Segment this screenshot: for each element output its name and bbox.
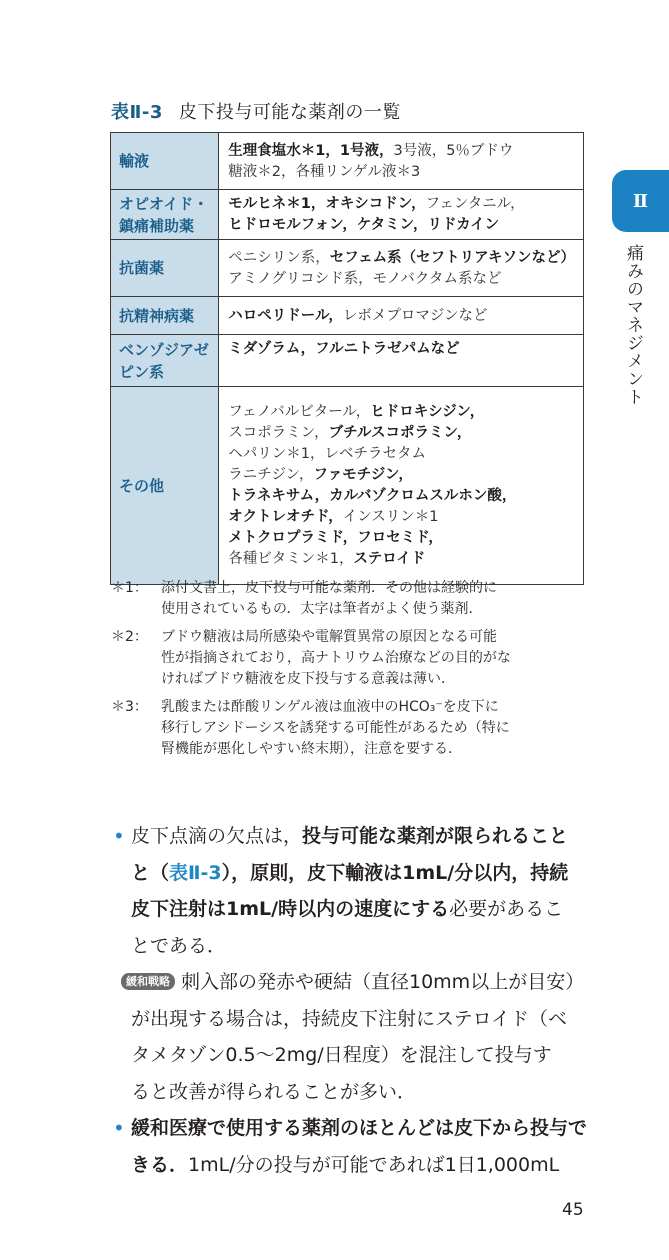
drug-item: オキシコドン， xyxy=(325,196,426,212)
text-run: 皮下点滴の欠点は， xyxy=(131,825,303,847)
category-cell: 抗精神病薬 xyxy=(111,297,219,335)
drug-item: セフェム系（セフトリアキソンなど） xyxy=(329,249,575,266)
items-line xyxy=(228,549,575,570)
items-line xyxy=(228,423,575,444)
text-line: タメタゾン0.5〜2mg/日程度）を混注して投与す xyxy=(131,1044,552,1066)
bullet-icon: • xyxy=(113,1116,125,1140)
items-line xyxy=(228,507,575,528)
note-line: 添付文書上，皮下投与可能な薬剤．その他は経験的に xyxy=(161,580,497,596)
drug-item: ファモチジン， xyxy=(313,467,413,483)
drug-item: 1号液， xyxy=(339,142,394,159)
items-line xyxy=(228,306,575,327)
items-cell xyxy=(219,133,584,190)
items-line xyxy=(228,162,575,183)
chapter-label: 痛みのマネジメント xyxy=(623,244,643,406)
emphasis-text: きる． xyxy=(131,1153,189,1176)
items-line xyxy=(228,141,575,162)
note-line: 腎機能が悪化しやすい終末期），注意を要する． xyxy=(161,741,462,757)
items-line xyxy=(228,402,575,423)
items-line xyxy=(228,528,575,549)
items-cell xyxy=(219,297,584,335)
emphasis-text: 投与可能な薬剤が限られること xyxy=(302,825,569,847)
items-line xyxy=(228,444,575,465)
paragraph-3 xyxy=(111,1110,591,1183)
category-cell: 輸液 xyxy=(111,133,219,190)
emphasis-text: と（ xyxy=(131,861,170,884)
category-cell: 抗菌薬 xyxy=(111,240,219,297)
note-mark: ＊1： xyxy=(111,580,148,596)
note-line: 移行しアシドーシスを誘発する可能性があるため（特に xyxy=(161,720,510,736)
paragraph-1 xyxy=(111,818,591,964)
bullet-icon: • xyxy=(113,824,125,848)
note-line: 性が指摘されており，高ナトリウム治療などの目的がな xyxy=(161,650,511,666)
table-title xyxy=(111,98,401,124)
note-1 xyxy=(111,578,589,620)
items-cell xyxy=(219,190,584,240)
drug-item: ヘパリン＊1，レベチラセタム xyxy=(228,446,427,462)
table-number: 表Ⅱ-3 xyxy=(111,102,163,123)
note-3 xyxy=(111,697,589,760)
text-line: が出現する場合は，持続皮下注射にステロイド（ベ xyxy=(131,1007,568,1030)
items-line xyxy=(228,194,575,215)
drug-item: 各種ビタミン＊1， xyxy=(228,551,354,567)
drug-item: アミノグリコシド系，モノバクタム系など xyxy=(228,270,502,287)
drug-item: トラネキサム，カルバゾクロムスルホン酸， xyxy=(228,488,517,504)
note-line: ブドウ糖液は局所感染や電解質異常の原因となる可能 xyxy=(161,629,497,645)
items-line xyxy=(228,248,575,269)
emphasis-text: ），原則，皮下輸液は1mL/分以内，持続 xyxy=(221,861,569,884)
table-row xyxy=(111,297,584,335)
emphasis-text: 皮下注射は1mL/時以内の速度にする xyxy=(131,898,450,920)
table-notes xyxy=(111,578,589,767)
category-cell: オピオイド・鎮痛補助薬 xyxy=(111,190,219,240)
text-run: 1mL/分の投与が可能であれば1日1,000mL xyxy=(188,1153,560,1176)
items-line xyxy=(228,465,575,486)
drug-item: モルヒネ＊1， xyxy=(228,196,326,212)
note-line: 使用されているもの．太字は筆者がよく使う薬剤． xyxy=(161,601,483,617)
drug-item: インスリン＊1 xyxy=(342,509,439,525)
chapter-tab[interactable]: Ⅱ xyxy=(612,170,669,232)
items-cell xyxy=(219,240,584,297)
emphasis-text: 緩和医療で使用する薬剤のほとんどは皮下から投与で xyxy=(131,1117,588,1139)
text-run: 刺入部の発赤や硬結（直径10mm以上が目安） xyxy=(181,971,585,993)
drug-item: フェノバルビタール， xyxy=(228,404,371,420)
drug-item: ブチルスコポラミン， xyxy=(328,425,472,441)
drug-item: ヒドロキシジン， xyxy=(370,404,485,420)
note-line: ければブドウ糖液を皮下投与する意義は薄い． xyxy=(161,671,455,687)
drug-item: ラニチジン， xyxy=(228,467,314,483)
table-row xyxy=(111,190,584,240)
note-2 xyxy=(111,627,589,690)
table-row xyxy=(111,240,584,297)
items-line xyxy=(228,269,575,290)
items-cell xyxy=(219,387,584,585)
drug-item: ペニシリン系， xyxy=(228,249,330,266)
table-row xyxy=(111,133,584,190)
category-cell: その他 xyxy=(111,387,219,585)
drug-table xyxy=(110,132,584,585)
table-reference-link[interactable]: 表Ⅱ-3 xyxy=(169,861,222,884)
note-line: 乳酸または酢酸リンゲル液は血液中のHCO₃⁻を皮下に xyxy=(161,699,499,715)
table-row xyxy=(111,335,584,387)
drug-item: レボメプロマジンなど xyxy=(342,307,488,324)
drug-item: メトクロプラミド，フロセミド， xyxy=(228,530,443,546)
note-mark: ＊2： xyxy=(111,629,148,645)
page-number: 45 xyxy=(562,1200,584,1220)
items-cell xyxy=(219,335,584,387)
text-line: ると改善が得られることが多い． xyxy=(131,1080,417,1103)
strategy-badge: 緩和戦略 xyxy=(121,973,175,990)
items-line xyxy=(228,339,575,360)
table-row xyxy=(111,387,584,585)
drug-item: 3号液，5％ブドウ xyxy=(393,142,514,159)
table-title-text: 皮下投与可能な薬剤の一覧 xyxy=(178,102,401,123)
drug-item: ヒドロモルフォン，ケタミン，リドカイン xyxy=(228,217,500,233)
drug-item: ハロペリドール， xyxy=(228,307,343,324)
drug-item: フェンタニル， xyxy=(425,196,525,212)
items-line xyxy=(228,215,575,236)
paragraph-2 xyxy=(111,964,591,1110)
drug-item: スコポラミン， xyxy=(228,425,329,441)
note-mark: ＊3： xyxy=(111,699,148,715)
items-line xyxy=(228,486,575,507)
text-run: 必要があるこ xyxy=(449,898,564,920)
category-cell: ベンゾジアゼピン系 xyxy=(111,335,219,387)
drug-item: オクトレオチド， xyxy=(228,509,343,525)
drug-item: 生理食塩水＊1， xyxy=(228,142,340,159)
drug-item: ステロイド xyxy=(353,551,426,567)
drug-item: 糖液＊2，各種リンゲル液＊3 xyxy=(228,163,421,180)
body-text xyxy=(111,818,591,1183)
text-line: とである． xyxy=(131,934,227,957)
drug-item: ミダゾラム，フルニトラゼパムなど xyxy=(228,341,460,357)
